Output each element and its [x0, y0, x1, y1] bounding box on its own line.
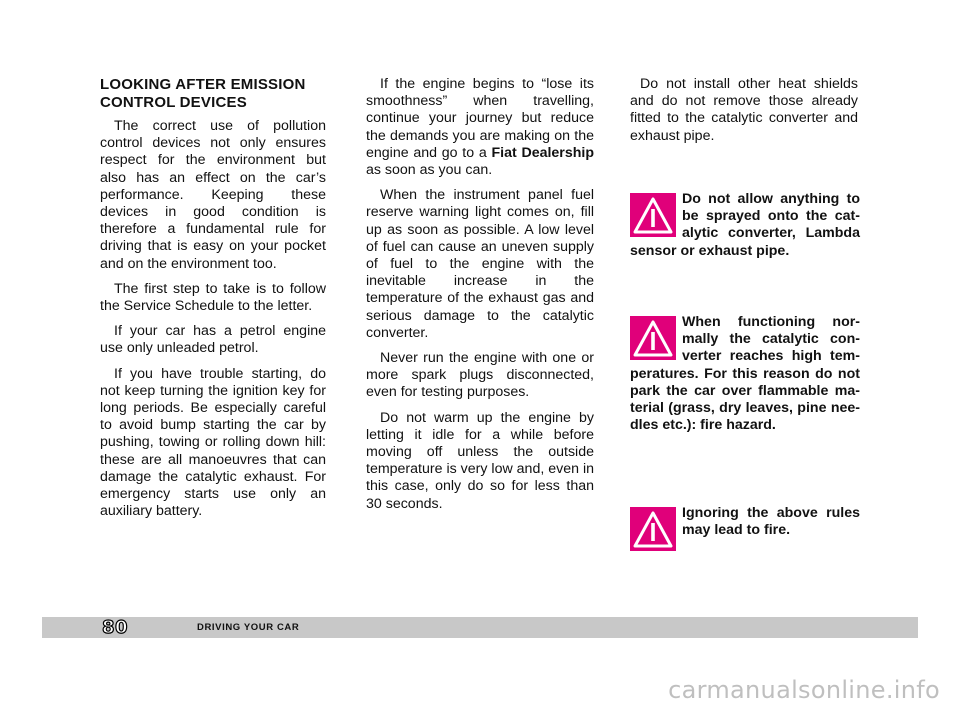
paragraph: Do not warm up the engine by letting it idle for a while before moving off unless the outside temperature is very low and, even in this case, only do so for less than 30 seconds.	[366, 409, 594, 512]
warning-triangle-icon	[630, 507, 676, 551]
warning-box	[630, 314, 860, 434]
page-number: 80	[102, 617, 129, 638]
paragraph-text: If the engine begins to “lose its smoothness” when travelling, continue your journey but reduce the demands you are making on the engine and go to a	[366, 76, 594, 161]
warning-text: Ignoring the above rules may lead to fire.	[682, 505, 860, 539]
warning-text: When functioning normally the catalytic converter reaches high temperatures. For this reason do not park the car over flammable material (grass, dry leaves, pine needles etc.): fire hazard.	[630, 314, 860, 434]
column-1	[100, 76, 326, 528]
warning-box	[630, 505, 860, 551]
dealership-emphasis: Fiat Dealership	[491, 144, 594, 161]
column-2	[366, 76, 594, 521]
warning-triangle-icon	[630, 193, 676, 237]
paragraph: When the instrument panel fuel reserve warning light comes on, fill up as soon as possible. A low level of fuel can cause an uneven supply of fuel to the engine with the inevitable increase in the temperature of the exhaust gas and serious damage to the catalytic converter.	[366, 187, 594, 341]
warning-box	[630, 191, 860, 260]
paragraph: The correct use of pollution control devices not only ensures respect for the environment but also has an effect on the car’s performance. Keeping these devices in good condition is therefore a fundamental rule for driving that is easy on your pocket and on the environment too.	[100, 118, 326, 272]
warning-triangle-icon	[630, 316, 676, 360]
column-3	[630, 76, 858, 153]
section-title: DRIVING YOUR CAR	[197, 622, 300, 633]
paragraph	[366, 76, 594, 179]
paragraph: If your car has a petrol engine use only unleaded petrol.	[100, 323, 326, 357]
page-footer	[42, 617, 918, 638]
warning-text: Do not allow anything to be sprayed onto the catalytic converter, Lambda sensor or exhaust pipe.	[630, 191, 860, 259]
paragraph: Do not install other heat shields and do not remove those already fitted to the catalytic converter and exhaust pipe.	[630, 76, 858, 144]
paragraph: The first step to take is to follow the Service Schedule to the letter.	[100, 280, 326, 315]
paragraph: If you have trouble starting, do not keep turning the ignition key for long periods. Be especially careful to avoid bump starting the car by pushing, towing or rolling down hill: these are all manoeuvres that can damage the catalytic exhaust. For emergency starts use only an auxiliary battery.	[100, 365, 326, 520]
section-heading: LOOKING AFTER EMISSION CONTROL DEVICES	[100, 76, 306, 111]
paragraph: Never run the engine with one or more spark plugs disconnected, even for testing purposes.	[366, 350, 594, 401]
watermark: carmanualsonline.info	[668, 676, 940, 704]
paragraph-text: as soon as you can.	[366, 162, 493, 179]
